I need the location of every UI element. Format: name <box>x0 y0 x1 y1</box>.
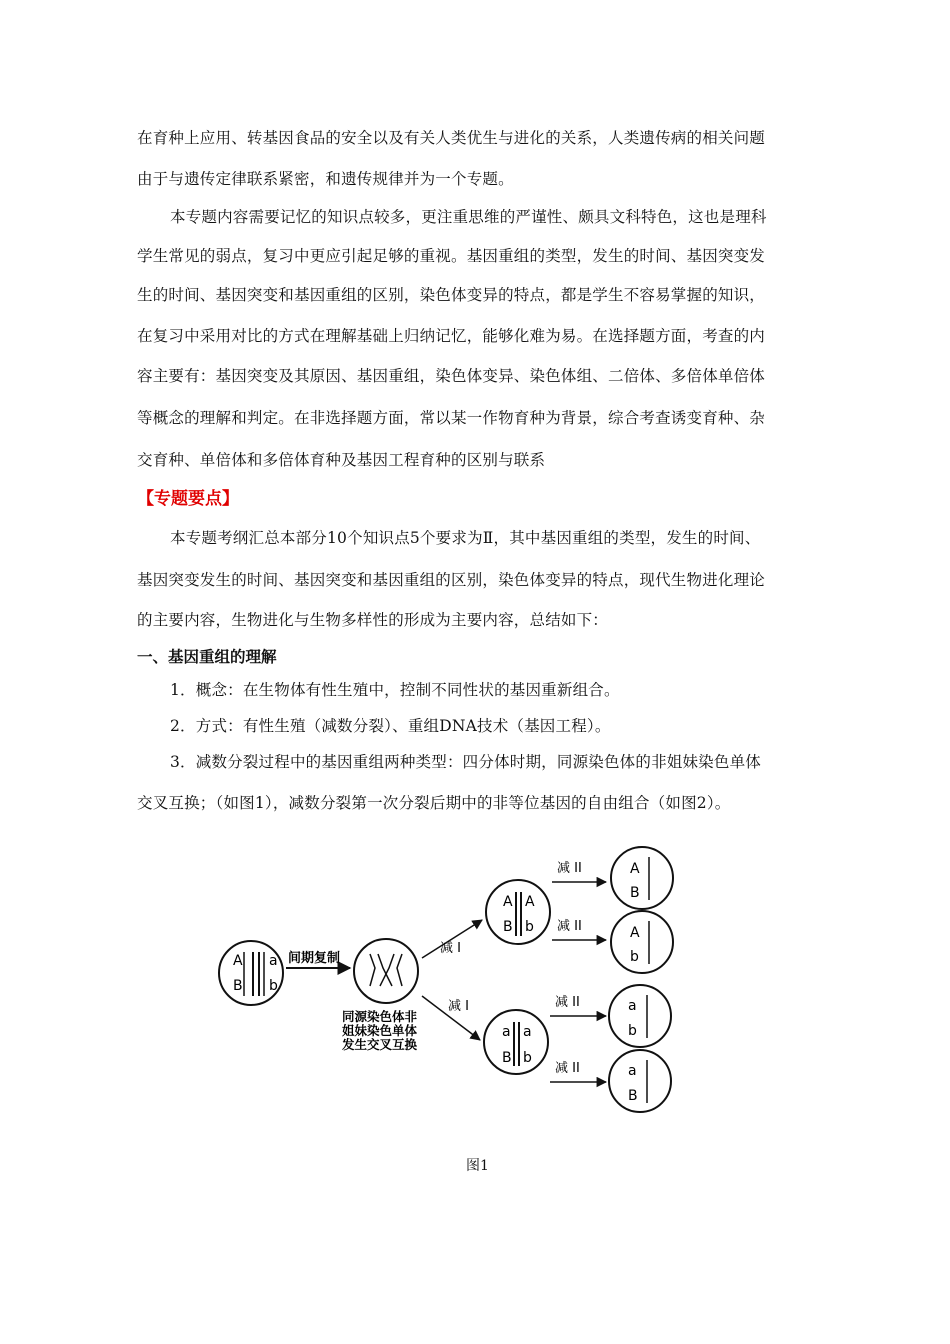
list-item-1: 1．概念：在生物体有性生殖中，控制不同性状的基因重新组合。 <box>170 681 620 699</box>
cell-start-top-right: a <box>269 953 278 969</box>
meiosis2-label-1: 减 II <box>557 861 582 876</box>
paragraph3-line2: 基因突变发生的时间、基因突变和基因重组的区别，染色体变异的特点，现代生物进化理论 <box>137 571 766 589</box>
gamete-4 <box>609 1050 671 1112</box>
subsection-title: 一、基因重组的理解 <box>137 648 277 666</box>
interphase-label: 间期复制 <box>288 951 341 966</box>
gamete-1 <box>611 847 673 909</box>
gamete-1-bottom: B <box>630 885 640 901</box>
cell-start-bottom-left: B <box>233 978 243 994</box>
section-title: 【专题要点】 <box>137 489 239 509</box>
cell-upper-top-left: A <box>503 894 513 910</box>
crossover-label-line2: 姐妹染色单体 <box>342 1023 418 1038</box>
paragraph3-line1: 本专题考纲汇总本部分10个知识点5个要求为Ⅱ，其中基因重组的类型，发生的时间、 <box>170 529 761 547</box>
list-item-3: 3．减数分裂过程中的基因重组两种类型：四分体时期，同源染色体的非姐妹染色单体 <box>170 753 761 771</box>
meiosis2-label-2: 减 II <box>557 919 582 934</box>
gamete-3-bottom: b <box>628 1023 637 1039</box>
cell-lower-top-right: a <box>523 1024 532 1040</box>
gamete-4-bottom: B <box>628 1088 638 1104</box>
paragraph2-line6: 等概念的理解和判定。在非选择题方面，常以某一作物育种为背景，综合考查诱变育种、杂 <box>137 409 766 427</box>
meiosis2-label-4: 减 II <box>555 1061 580 1076</box>
paragraph1-line2: 由于与遗传定律联系紧密，和遗传规律并为一个专题。 <box>137 170 514 188</box>
cell-lower <box>484 1010 548 1074</box>
cell-start <box>219 941 283 1005</box>
cell-lower-bottom-left: B <box>502 1050 512 1066</box>
list-item-3-continued: 交叉互换；（如图1），减数分裂第一次分裂后期中的非等位基因的自由组合（如图2）。 <box>137 794 731 812</box>
paragraph2-line2: 学生常见的弱点，复习中更应引起足够的重视。基因重组的类型，发生的时间、基因突变发 <box>137 247 766 265</box>
cell-crossover <box>354 939 418 1003</box>
gamete-3-top: a <box>628 998 637 1014</box>
paragraph2-line5: 容主要有：基因突变及其原因、基因重组，染色体变异、染色体组、二倍体、多倍体单倍体 <box>137 367 766 385</box>
cell-start-bottom-right: b <box>269 978 278 994</box>
paragraph2-line1: 本专题内容需要记忆的知识点较多，更注重思维的严谨性、颇具文科特色，这也是理科 <box>170 208 767 226</box>
cell-lower-bottom-right: b <box>523 1050 532 1066</box>
paragraph3-line3: 的主要内容，生物进化与生物多样性的形成为主要内容，总结如下： <box>137 611 609 629</box>
gamete-3 <box>609 985 671 1047</box>
cell-upper-top-right: A <box>525 894 535 910</box>
meiosis1-label-lower: 减 I <box>448 999 469 1014</box>
meiosis2-label-3: 减 II <box>555 995 580 1010</box>
cell-upper <box>486 880 550 944</box>
paragraph2-line4: 在复习中采用对比的方式在理解基础上归纳记忆，能够化难为易。在选择题方面，考查的内 <box>137 327 766 345</box>
crossover-label-line1: 同源染色体非 <box>342 1009 418 1024</box>
list-item-2: 2．方式：有性生殖（减数分裂）、重组DNA技术（基因工程）。 <box>170 717 611 735</box>
recombination-figure <box>200 840 690 1120</box>
figure-caption: 图1 <box>466 1158 489 1174</box>
meiosis1-label-upper: 减 I <box>440 941 461 956</box>
crossover-label-line3: 发生交叉互换 <box>342 1037 418 1052</box>
gamete-2 <box>611 911 673 973</box>
gamete-4-top: a <box>628 1063 637 1079</box>
cell-start-top-left: A <box>233 953 243 969</box>
paragraph2-line3: 生的时间、基因突变和基因重组的区别，染色体变异的特点，都是学生不容易掌握的知识， <box>137 286 766 304</box>
paragraph2-line7: 交育种、单倍体和多倍体育种及基因工程育种的区别与联系 <box>137 451 546 469</box>
gamete-2-bottom: b <box>630 949 639 965</box>
gamete-2-top: A <box>630 925 640 941</box>
paragraph1-line1: 在育种上应用、转基因食品的安全以及有关人类优生与进化的关系，人类遗传病的相关问题 <box>137 129 766 147</box>
cell-upper-bottom-left: B <box>503 919 513 935</box>
cell-lower-top-left: a <box>502 1024 511 1040</box>
gamete-1-top: A <box>630 861 640 877</box>
cell-upper-bottom-right: b <box>525 919 534 935</box>
